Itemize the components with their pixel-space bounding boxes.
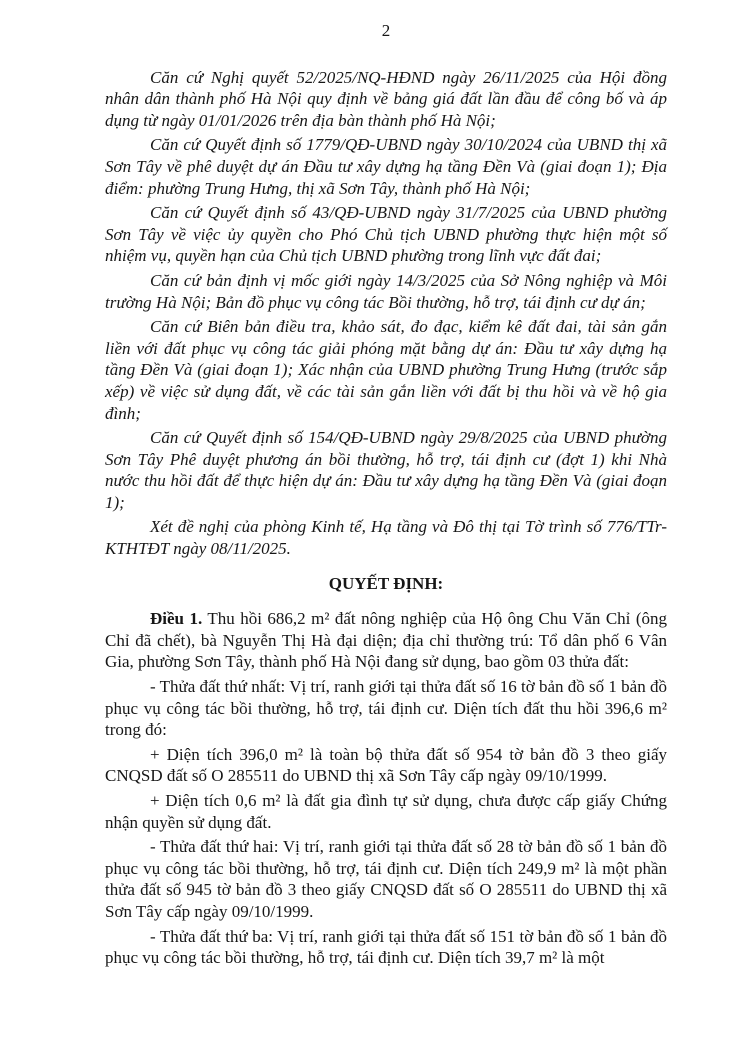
page-number: 2 [381, 21, 391, 40]
text-run: + Diện tích 0,6 m² là đất gia đình tự sử dụng, chưa được cấp giấy Chứng nhận quyền sử dụng đất. [105, 791, 667, 832]
text-run: Căn cứ Nghị quyết 52/2025/NQ-HĐND ngày 26/11/2025 của Hội đồng nhân dân thành phố Hà Nội quy định về bảng giá đất lần đầu để công bố và áp dụng từ ngày 01/01/2026 trên địa bàn thành phố Hà Nội; [105, 67, 667, 130]
document-body [105, 67, 667, 969]
text-run: + Diện tích 396,0 m² là toàn bộ thửa đất số 954 tờ bản đồ 3 theo giấy CNQSD đất số O 285511 do UBND thị xã Sơn Tây cấp ngày 09/10/1999. [105, 744, 667, 786]
text-run: Căn cứ bản định vị mốc giới ngày 14/3/2025 của Sở Nông nghiệp và Môi trường Hà Nội; Bản đồ phục vụ công tác Bồi thường, hỗ trợ, tái định cư dự án; [105, 270, 667, 312]
decision-heading [105, 573, 667, 595]
citation-quyet-dinh-154 [105, 427, 667, 513]
text-run: Thu hồi 686,2 m² đất nông nghiệp của Hộ ông Chu Văn Chỉ (ông Chỉ đã chết), bà Nguyễn Thị Hà đại diện; địa chỉ thường trú: Tổ dân phố 6 Vân Gia, phường Sơn Tây, thành phố Hà Nội đang sử dụng, bao gồm 03 thửa đất: [105, 609, 668, 672]
plot-2 [105, 836, 667, 922]
article-label: Điều 1. [150, 609, 203, 629]
text-run: QUYẾT ĐỊNH: [328, 573, 444, 593]
plot-3 [105, 926, 667, 969]
text-run: - Thửa đất thứ ba: Vị trí, ranh giới tại thửa đất số 151 tờ bản đồ số 1 bản đồ phục vụ công tác bồi thường, hỗ trợ, tái định cư. Diện tích 39,7 m² là một [105, 926, 667, 968]
citation-quyet-dinh-1779 [105, 134, 667, 199]
plot-1 [105, 676, 667, 741]
citation-nghi-quyet-52 [105, 67, 667, 132]
article-1 [105, 608, 667, 673]
text-run: Căn cứ Quyết định số 154/QĐ-UBND ngày 29/8/2025 của UBND phường Sơn Tây Phê duyệt phương án bồi thường, hỗ trợ, tái định cư (đợt 1) khi Nhà nước thu hồi đất để thực hiện dự án: Đầu tư xây dựng hạ tầng Đền Và (giai đoạn 1); [105, 428, 667, 512]
text-run: Xét đề nghị của phòng Kinh tế, Hạ tầng và Đô thị tại Tờ trình số 776/TTr-KTHTĐT ngày 08/11/2025. [105, 517, 667, 559]
text-run: Căn cứ Biên bản điều tra, khảo sát, đo đạc, kiểm kê đất đai, tài sản gắn liền với đất phục vụ công tác giải phóng mặt bằng dự án: Đầu tư xây dựng hạ tầng Đền Và (giai đoạn 1); Xác nhận của UBND phường Trung Hưng (trước sắp xếp) về việc sử dụng đất, về các tài sản gắn liền với đất bị thu hồi và về hộ gia đình; [105, 317, 667, 423]
text-run: - Thửa đất thứ nhất: Vị trí, ranh giới tại thửa đất số 16 tờ bản đồ số 1 bản đồ phục vụ công tác bồi thường, hỗ trợ, tái định cư. Diện tích đất thu hồi 396,6 m² trong đó: [105, 677, 667, 740]
plot-1-detail-b [105, 790, 667, 833]
text-run: Căn cứ Quyết định số 1779/QĐ-UBND ngày 30/10/2024 của UBND thị xã Sơn Tây về phê duyệt dự án Đầu tư xây dựng hạ tầng Đền Và (giai đoạn 1); Địa điểm: phường Trung Hưng, thị xã Sơn Tây, thành phố Hà Nội; [105, 135, 667, 198]
citation-ban-dinh-vi-moc-gioi [105, 270, 667, 313]
proposal-consideration [105, 516, 667, 559]
citation-quyet-dinh-43 [105, 202, 667, 267]
text-run: Căn cứ Quyết định số 43/QĐ-UBND ngày 31/7/2025 của UBND phường Sơn Tây về việc ủy quyền cho Phó Chủ tịch UBND phường thực hiện một số nhiệm vụ, quyền hạn của Chủ tịch UBND phường trong lĩnh vực đất đai; [105, 203, 667, 266]
text-run: - Thửa đất thứ hai: Vị trí, ranh giới tại thửa đất số 28 tờ bản đồ số 1 bản đồ phục vụ công tác bồi thường, hỗ trợ, tái định cư. Diện tích 249,9 m² là một phần thửa đất số 945 tờ bản đồ 3 theo giấy CNQSD đất số O 285511 do UBND thị xã Sơn Tây cấp ngày 09/10/1999. [105, 837, 667, 921]
citation-bien-ban-dieu-tra [105, 316, 667, 424]
plot-1-detail-a [105, 744, 667, 787]
